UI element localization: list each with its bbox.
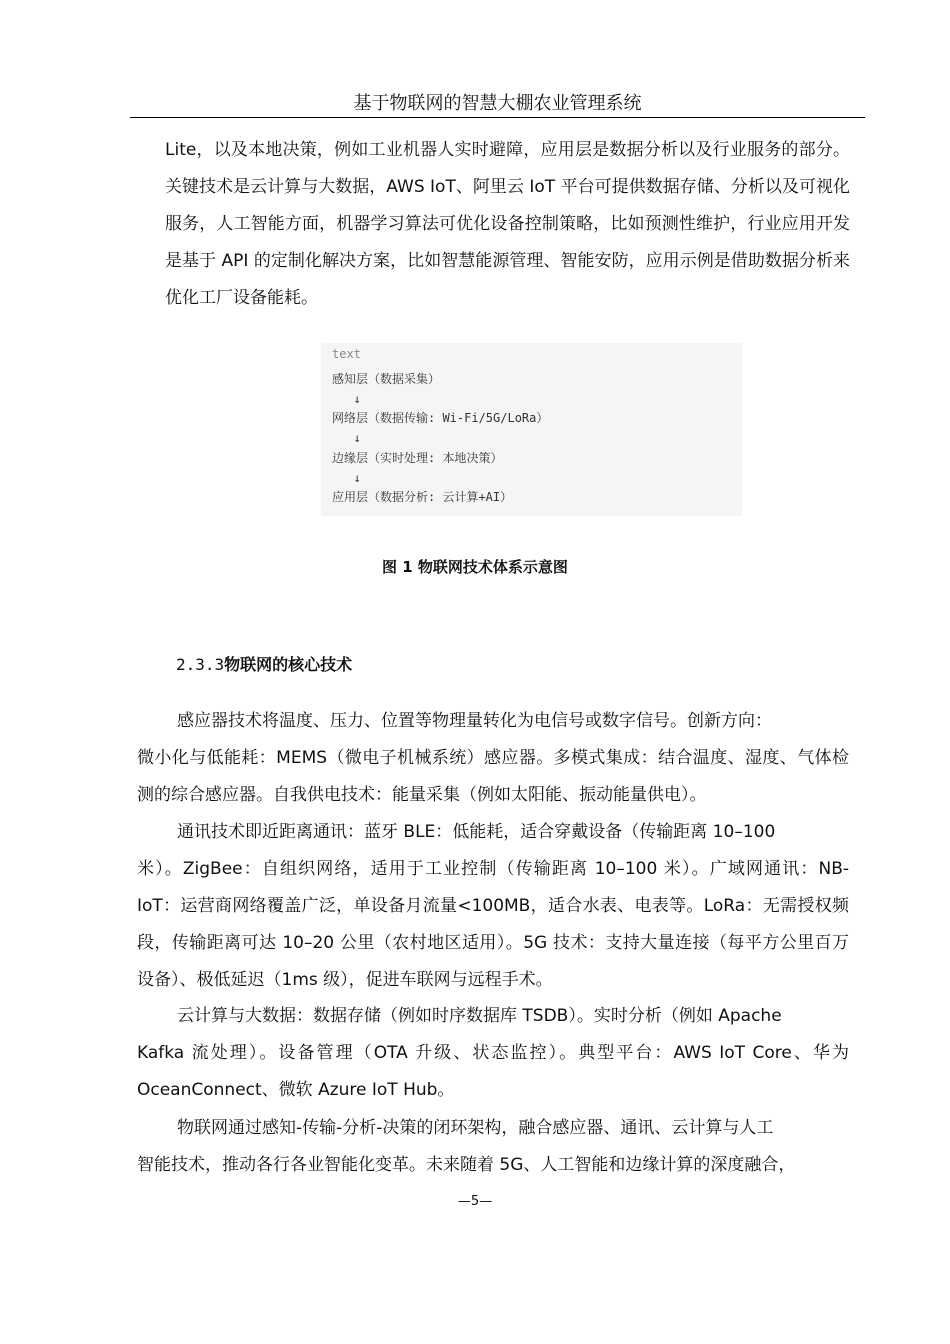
communication-paragraph: [137, 814, 849, 999]
code-lines: [332, 370, 548, 508]
cloud-paragraph: [137, 998, 849, 1109]
figure-caption: 图 1 物联网技术体系示意图: [382, 558, 568, 576]
paragraph-continuation: 米）。ZigBee：自组织网络，适用于工业控制（传输距离 10–100 米）。广域网通讯：NB-IoT：运营商网络覆盖广泛，单设备月流量<100MB，适合水表、电表等。LoRa：无需授权频段，传输距离可达 10–20 公里（农村地区适用）。5G 技术：支持大量连接（每平方公里百万设备）、极低延迟（1ms 级），促进车联网与远程手术。: [137, 859, 849, 990]
page-number: —5—: [457, 1194, 493, 1209]
paragraph-first-line: 感应器技术将温度、压力、位置等物理量转化为电信号或数字信号。创新方向：: [177, 711, 772, 731]
intro-paragraph: Lite，以及本地决策，例如工业机器人实时避障，应用层是数据分析以及行业服务的部分。关键技术是云计算与大数据，AWS IoT、阿里云 IoT 平台可提供数据存储、分析以及可视化服务，人工智能方面，机器学习算法可优化设备控制策略，比如预测性维护，行业应用开发是基于 API 的定制化解决方案，比如智慧能源管理、智能安防，应用示例是借助数据分析来优化工厂设备能耗。: [165, 140, 850, 308]
paragraph-first-line: 云计算与大数据：数据存储（例如时序数据库 TSDB）。实时分析（例如 Apache: [177, 1006, 782, 1026]
code-block: [321, 343, 742, 516]
paragraph-continuation: Kafka 流处理）。设备管理（OTA 升级、状态监控）。典型平台：AWS IoT Core、华为 OceanConnect、微软 Azure IoT Hub。: [137, 1043, 849, 1100]
paragraph-first-line: 通讯技术即近距离通讯：蓝牙 BLE：低能耗，适合穿戴设备（传输距离 10–100: [177, 822, 776, 842]
running-header-title: 基于物联网的智慧大棚农业管理系统: [353, 93, 642, 114]
sensor-paragraph: [137, 703, 849, 814]
header-rule: [130, 117, 865, 118]
paragraph-continuation: 智能技术，推动各行各业智能化变革。未来随着 5G、人工智能和边缘计算的深度融合，: [137, 1155, 796, 1175]
code-line-edge: 边缘层（实时处理: 本地决策）: [332, 450, 503, 465]
code-line-application: 应用层（数据分析: 云计算+AI）: [332, 490, 513, 505]
arrow-down-icon: ↓: [332, 431, 361, 446]
section-number: 2.3.3: [176, 655, 225, 674]
arrow-down-icon: ↓: [332, 470, 361, 485]
code-line-perception: 感知层（数据采集）: [332, 372, 441, 386]
paragraph-first-line: 物联网通过感知-传输-分析-决策的闭环架构，融合感应器、通讯、云计算与人工: [177, 1118, 774, 1138]
code-language-label: text: [332, 347, 361, 361]
conclusion-paragraph: [137, 1110, 849, 1184]
section-title: 物联网的核心技术: [224, 655, 353, 674]
section-heading: [176, 652, 352, 675]
code-line-network: 网络层（数据传输: Wi-Fi/5G/LoRa）: [332, 411, 549, 426]
paragraph-continuation: 微小化与低能耗：MEMS（微电子机械系统）感应器。多模式集成：结合温度、湿度、气体检测的综合感应器。自我供电技术：能量采集（例如太阳能、振动能量供电）。: [137, 748, 849, 805]
arrow-down-icon: ↓: [332, 391, 361, 406]
